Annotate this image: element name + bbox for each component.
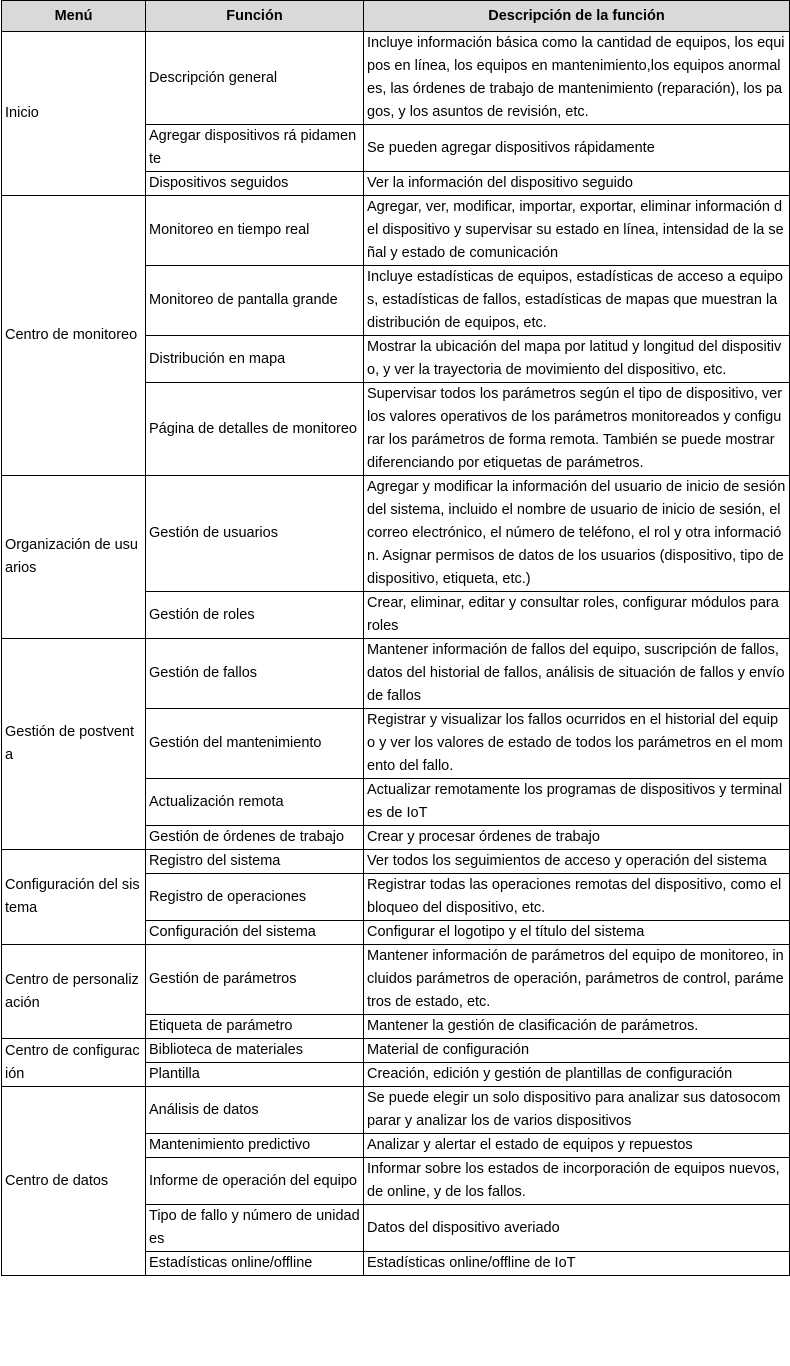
description-cell: Creación, edición y gestión de plantillas de configuración: [364, 1063, 790, 1087]
menu-cell: Gestión de postventa: [2, 639, 146, 850]
description-cell: Supervisar todos los parámetros según el tipo de dispositivo, ver los valores operativos de los parámetros monitoreados y configurar los parámetros de forma remota. También se puede mostrar diferenciando por etiquetas de parámetros.: [364, 383, 790, 476]
description-cell: Mostrar la ubicación del mapa por latitud y longitud del dispositivo, y ver la trayectoria de movimiento del dispositivo, etc.: [364, 336, 790, 383]
function-cell: Estadísticas online/offline: [146, 1252, 364, 1276]
function-cell: Etiqueta de parámetro: [146, 1015, 364, 1039]
function-cell: Gestión de roles: [146, 592, 364, 639]
table-body: [2, 32, 790, 1276]
header-menu: Menú: [2, 1, 146, 32]
function-cell: Análisis de datos: [146, 1087, 364, 1134]
function-cell: Tipo de fallo y número de unidades: [146, 1205, 364, 1252]
menu-cell: Centro de personalización: [2, 945, 146, 1039]
description-cell: Material de configuración: [364, 1039, 790, 1063]
description-cell: Informar sobre los estados de incorporación de equipos nuevos, de online, y de los fallos.: [364, 1158, 790, 1205]
menu-cell: Centro de monitoreo: [2, 196, 146, 476]
description-cell: Se pueden agregar dispositivos rápidamente: [364, 125, 790, 172]
description-cell: Mantener la gestión de clasificación de parámetros.: [364, 1015, 790, 1039]
menu-cell: Configuración del sistema: [2, 850, 146, 945]
function-cell: Página de detalles de monitoreo: [146, 383, 364, 476]
description-cell: Crear, eliminar, editar y consultar roles, configurar módulos para roles: [364, 592, 790, 639]
description-cell: Estadísticas online/offline de IoT: [364, 1252, 790, 1276]
function-cell: Registro del sistema: [146, 850, 364, 874]
function-cell: Gestión de usuarios: [146, 476, 364, 592]
description-cell: Analizar y alertar el estado de equipos y repuestos: [364, 1134, 790, 1158]
table-row: [2, 1039, 790, 1063]
function-cell: Informe de operación del equipo: [146, 1158, 364, 1205]
description-cell: Ver la información del dispositivo seguido: [364, 172, 790, 196]
menu-cell: Centro de configuración: [2, 1039, 146, 1087]
feature-table: [1, 0, 790, 1276]
description-cell: Ver todos los seguimientos de acceso y operación del sistema: [364, 850, 790, 874]
description-cell: Mantener información de parámetros del equipo de monitoreo, incluidos parámetros de operación, parámetros de control, parámetros de estado, etc.: [364, 945, 790, 1015]
function-cell: Biblioteca de materiales: [146, 1039, 364, 1063]
description-cell: Mantener información de fallos del equipo, suscripción de fallos, datos del historial de fallos, análisis de situación de fallos y envío de fallos: [364, 639, 790, 709]
description-cell: Incluye estadísticas de equipos, estadísticas de acceso a equipos, estadísticas de fallos, estadísticas de mapas que muestran la distribución de equipos, etc.: [364, 266, 790, 336]
header-function: Función: [146, 1, 364, 32]
table-row: [2, 476, 790, 592]
table-row: [2, 32, 790, 125]
function-cell: Actualización remota: [146, 779, 364, 826]
description-cell: Registrar y visualizar los fallos ocurridos en el historial del equipo y ver los valores de estado de todos los parámetros en el momento del fallo.: [364, 709, 790, 779]
table-row: [2, 1087, 790, 1134]
function-cell: Mantenimiento predictivo: [146, 1134, 364, 1158]
function-cell: Gestión de parámetros: [146, 945, 364, 1015]
description-cell: Agregar, ver, modificar, importar, exportar, eliminar información del dispositivo y supervisar su estado en línea, intensidad de la señal y estado de comunicación: [364, 196, 790, 266]
description-cell: Configurar el logotipo y el título del sistema: [364, 921, 790, 945]
function-cell: Plantilla: [146, 1063, 364, 1087]
table-row: [2, 196, 790, 266]
menu-cell: Centro de datos: [2, 1087, 146, 1276]
function-cell: Monitoreo de pantalla grande: [146, 266, 364, 336]
function-cell: Configuración del sistema: [146, 921, 364, 945]
function-cell: Descripción general: [146, 32, 364, 125]
description-cell: Crear y procesar órdenes de trabajo: [364, 826, 790, 850]
header-description: Descripción de la función: [364, 1, 790, 32]
function-cell: Dispositivos seguidos: [146, 172, 364, 196]
table-row: [2, 945, 790, 1015]
description-cell: Actualizar remotamente los programas de dispositivos y terminales de IoT: [364, 779, 790, 826]
function-cell: Agregar dispositivos rá pidamente: [146, 125, 364, 172]
description-cell: Registrar todas las operaciones remotas del dispositivo, como el bloqueo del dispositivo, etc.: [364, 874, 790, 921]
description-cell: Agregar y modificar la información del usuario de inicio de sesión del sistema, incluido el nombre de usuario de inicio de sesión, el correo electrónico, el número de teléfono, el rol y otra información. Asignar permisos de datos de los usuarios (dispositivo, tipo de dispositivo, etiqueta, etc.): [364, 476, 790, 592]
function-cell: Gestión de órdenes de trabajo: [146, 826, 364, 850]
function-cell: Registro de operaciones: [146, 874, 364, 921]
description-cell: Incluye información básica como la cantidad de equipos, los equipos en línea, los equipos en mantenimiento,los equipos anormales, las órdenes de trabajo de mantenimiento (reparación), los pagos, y los asuntos de revisión, etc.: [364, 32, 790, 125]
menu-cell: Inicio: [2, 32, 146, 196]
function-cell: Monitoreo en tiempo real: [146, 196, 364, 266]
table-row: [2, 850, 790, 874]
menu-cell: Organización de usuarios: [2, 476, 146, 639]
function-cell: Gestión del mantenimiento: [146, 709, 364, 779]
description-cell: Datos del dispositivo averiado: [364, 1205, 790, 1252]
description-cell: Se puede elegir un solo dispositivo para analizar sus datosocomparar y analizar los de varios dispositivos: [364, 1087, 790, 1134]
header-row: [2, 1, 790, 32]
function-cell: Distribución en mapa: [146, 336, 364, 383]
table-row: [2, 639, 790, 709]
function-cell: Gestión de fallos: [146, 639, 364, 709]
